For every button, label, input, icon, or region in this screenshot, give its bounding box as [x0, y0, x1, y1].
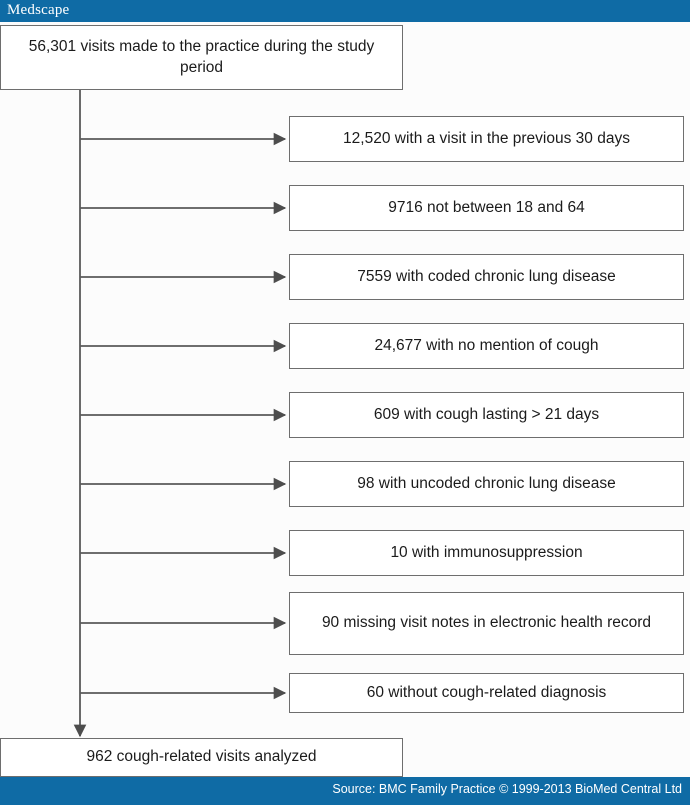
exclusion-node-6 — [289, 461, 684, 507]
exclusion-node-2-label: 9716 not between 18 and 64 — [388, 198, 585, 216]
exclusion-node-4 — [289, 323, 684, 369]
exclusion-node-3-label: 7559 with coded chronic lung disease — [357, 267, 616, 285]
exclusion-node-5-label: 609 with cough lasting > 21 days — [373, 405, 600, 423]
medscape-logo: Medscape — [7, 2, 70, 18]
end-node — [0, 738, 403, 777]
exclusion-node-2 — [289, 185, 684, 231]
exclusion-node-7 — [289, 530, 684, 576]
exclusion-node-6-label: 98 with uncoded chronic lung disease — [357, 474, 616, 492]
source-attribution: Source: BMC Family Practice © 1999-2013 BioMed Central Ltd — [332, 782, 682, 796]
exclusion-node-7-label: 10 with immunosuppression — [390, 543, 583, 561]
exclusion-node-1 — [289, 116, 684, 162]
exclusion-node-5 — [289, 392, 684, 438]
exclusion-node-8-label: 90 missing visit notes in electronic health record — [321, 614, 652, 632]
flowchart-canvas — [0, 22, 690, 777]
start-node-label: 56,301 visits made to the practice during the study period — [28, 37, 375, 76]
exclusion-node-8 — [289, 592, 684, 655]
start-node — [0, 25, 403, 90]
exclusion-node-4-label: 24,677 with no mention of cough — [374, 336, 599, 354]
exclusion-node-3 — [289, 254, 684, 300]
exclusion-node-9-label: 60 without cough-related diagnosis — [366, 683, 607, 701]
end-node-label: 962 cough-related visits analyzed — [86, 748, 317, 766]
medscape-header-bar — [0, 0, 690, 22]
exclusion-node-1-label: 12,520 with a visit in the previous 30 days — [343, 129, 630, 147]
medscape-footer-bar — [0, 777, 690, 805]
exclusion-node-9 — [289, 673, 684, 713]
